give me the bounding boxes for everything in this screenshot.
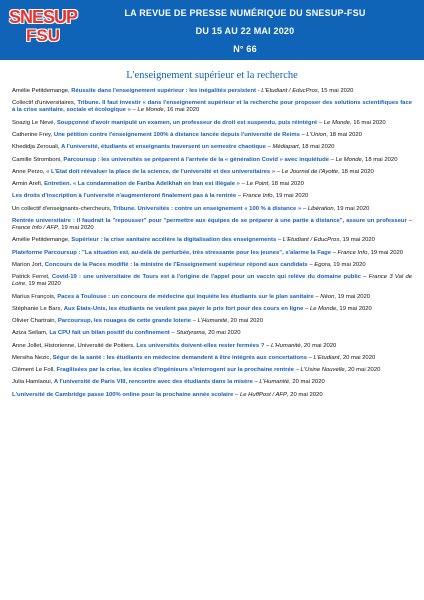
logo-main-text: SNESUP [9,7,78,27]
article-headline-link[interactable]: Ségur de la santé : les étudiants en médecine demandent à être intégrés aux concertations [52,354,307,361]
article-headline-link[interactable]: La CPU fait un bilan positif du confinement [49,330,170,337]
article-source: L'Usine Nouvelle [300,367,345,374]
review-title: LA REVUE DE PRESSE NUMÉRIQUE DU SNESUP-FSU [124,8,366,18]
article-author: Stéphanie Le Bars, [12,305,63,312]
article-item [12,132,412,139]
article-source: Studyrama [176,330,205,337]
article-headline-link[interactable]: Une pétition contre l'enseignement 100% à distance lancée depuis l'université de Reims [53,131,300,138]
article-separator: – [265,144,273,151]
article-source: L'Etudiant / EducPros [261,88,318,94]
article-headline-link[interactable]: A l'université de Paris VIII, rencontre avec des étudiants dans la misère [53,379,253,386]
article-author: Amélie Petitdemange, [12,237,70,244]
article-date: , 20 mai 2020 [286,391,323,398]
article-author: Clément Le Foll, [12,367,55,374]
article-date: , 20 mai 2020 [204,330,241,337]
article-source: L'Humanité [197,318,228,325]
article-headline-link[interactable]: Aux Etats-Unis, les étudiants ne veulent pas payer le prix fort pour des cours en ligne [63,305,304,312]
article-source: Le HuffPost / AFP [239,391,287,398]
article-source: Le Monde [335,156,362,163]
article-separator: – [275,168,282,175]
article-headline-link[interactable]: Plateforme Parcoursup : "La situation est, au-delà de perturbée, très stressante pour les jeunes", s'alarme la Fage [12,249,331,256]
article-headline-link[interactable]: « L'Etat doit réévaluer la place de la science, de l'université et des universitaires » [46,168,276,175]
article-separator: – [330,249,338,256]
article-date: , 19 mai 2020 [57,225,94,231]
article-item [12,355,412,362]
article-author: Julia Hamlaoui, [12,379,53,386]
article-item [12,206,412,213]
article-headline-link[interactable]: Paces à Toulouse : un concours de médecine qui inquiète les étudiants sur le plan sanitaire [57,293,314,300]
article-source: Le Journal de l'Ayotte [281,168,339,175]
article-source: France Info [337,249,368,256]
article-item [12,237,412,244]
article-source: L'Union [306,131,327,138]
article-date: , 19 mai 2020 [272,193,309,200]
article-headline-link[interactable]: Tribune. Universités : contre un enseignement « 100 % à distance » [113,205,302,212]
article-headline-link[interactable]: Concours de la Paces modifié : la ministre de l'Enseignement supérieur répond aux candidats [44,261,308,268]
article-separator: – [329,156,336,163]
article-separator: – [299,131,307,138]
article-date: , 20 mai 2020 [289,379,325,386]
section-title: L'enseignement supérieur et la recherche [126,70,298,81]
article-source: Libération [307,205,334,212]
article-separator: – [294,367,301,374]
banner-text [80,4,410,58]
article-list [12,88,412,404]
article-separator: – [301,205,308,212]
article-author: Marion Jort, [12,261,44,268]
article-date: , 20 mai 2020 [227,318,263,325]
article-author: Marius François, [12,293,56,300]
article-source: France 3 Val de Loire [12,274,412,288]
article-author: Armin Arefi, [12,181,43,188]
article-date: , 18 mai 2020 [268,181,304,188]
article-headline-link[interactable]: L'université de Cambridge passe 100% online pour la prochaine année scolaire [12,391,234,398]
article-date: , 20 mai 2020 [344,367,381,374]
article-author: Anne Perzo, [12,168,45,175]
article-separator: – [233,391,240,398]
article-item [12,306,412,313]
article-headline-link[interactable]: Tribune. Il faut investir « dans l'enseignement supérieur et la recherche pour proposer des solutions scientifiques face à la crise sanitaire, sociale et écologique » [12,100,412,114]
article-separator: – [313,293,321,300]
article-date: , 19 mai 2020 [367,249,404,256]
article-separator: – [252,379,260,386]
article-date: , 15 mai 2020 [317,88,354,94]
article-item [12,262,412,269]
article-item [12,100,412,114]
article-source: Le Monde [137,107,164,114]
article-author: Aziza Sellam, [12,330,48,337]
article-item [12,169,412,176]
article-item [12,88,412,95]
article-source: Le Monde [309,305,337,312]
header-banner [0,0,424,60]
article-separator: – [406,217,412,224]
article-item [12,330,412,337]
article-item [12,181,412,188]
article-author: Amélie Petitdemange, [12,88,70,94]
article-date: , 19 mai 2020 [336,305,372,312]
article-date: , 18 mai 2020 [326,131,362,138]
article-separator: – [303,305,310,312]
article-source: Médiapart [272,144,299,151]
article-headline-link[interactable]: Les universités doivent-elles rester fermées ? [136,342,265,349]
article-separator: – [264,342,271,349]
article-date: , 19 mai 2020 [25,281,61,288]
article-item [12,120,412,127]
article-item [12,157,412,164]
article-headline-link[interactable]: Fragilisées par la crise, les écoles d'ingénieurs s'interrogent sur la prochaine rentrée [56,367,295,374]
article-item [12,392,412,399]
article-headline-link[interactable]: Les droits d'inscription à l'université n'augmenteront finalement pas à la rentrée [12,193,237,200]
article-author: Catherine Frey, [12,131,53,138]
review-issue-number: N° 66 [233,44,257,54]
article-separator: – [317,119,324,126]
article-date: , 19 mai 2020 [334,293,371,300]
article-separator: - [256,88,262,94]
article-separator: – [360,274,369,281]
article-author: Camille Stromboni, [12,156,62,163]
article-author: Olivier Chartrain, [12,318,57,325]
article-headline-link[interactable]: A l'université, étudiants et enseignants traversent un semestre chaotique [61,144,266,151]
article-headline-link[interactable]: Rentrée universitaire : il faudrait la "repousser" pour "permettre aux équipes de se préparer à une partie à distance", assure un professeur [12,217,407,224]
article-source: L'Humanité [271,342,301,349]
article-headline-link[interactable]: Covid-19 : une universitaire de Tours est à l'origine de l'appel pour un vaccin qui relève du domaine public [51,274,361,281]
article-date: , 18 mai 2020 [361,156,398,163]
article-source: Néon [320,293,335,300]
article-headline-link[interactable]: Réussite dans l'enseignement supérieur : les inégalités persistent [71,88,257,94]
article-source: Le Point [246,181,269,188]
article-item [12,367,412,374]
article-headline-link[interactable]: Parcoursup : les universités se préparent à l'arrivée de la « génération Covid » avec inquiétude [63,156,330,163]
article-author: Anne Jollet, Historienne, Université de Poitiers. [12,342,135,349]
article-item [12,218,412,232]
article-date: , 18 mai 2020 [338,168,374,175]
article-date: , 19 mai 2020 [330,261,366,268]
article-item [12,274,412,288]
review-dates: DU 15 AU 22 MAI 2020 [195,26,295,36]
article-date: , 20 mai 2020 [300,342,337,349]
article-headline-link[interactable]: Supérieur : la crise sanitaire accélère la digitalisation des enseignements [71,237,277,244]
article-source: L'Humanité [259,379,290,386]
article-separator: – [306,354,314,361]
article-author: Mersiha Nezic, [12,354,51,361]
article-separator: – [169,330,177,337]
article-item [12,379,412,386]
article-separator: – [239,181,247,188]
article-source: France Info [242,193,273,200]
article-author: Collectif d'universitaires, [12,100,76,107]
article-separator: – [191,318,198,325]
article-date: , 16 mai 2020 [163,107,200,114]
article-item [12,144,412,151]
article-item [12,318,412,325]
article-date: , 19 mai 2020 [333,205,370,212]
article-item [12,343,412,350]
article-separator: – [130,107,138,114]
article-separator: – [307,261,315,268]
article-author: Un collectif d'enseignants-chercheurs, [12,205,112,212]
article-date: , 20 mai 2020 [339,354,376,361]
article-source: France Info / AFP [12,225,58,231]
article-headline-link[interactable]: Entretien. « La condamnation de Fariba Adelkhah en Iran est illégale » [44,181,240,188]
article-separator: – [276,237,283,244]
logo-sub-text: FSU [26,26,60,45]
article-item [12,250,412,257]
article-author: Patrick Ferret, [12,274,50,281]
article-author: Soazig Le Nevé, [12,119,56,126]
article-date: , 19 mai 2020 [339,237,375,244]
article-date: , 16 mai 2020 [349,119,386,126]
article-item [12,193,412,200]
article-date: , 18 mai 2020 [298,144,335,151]
article-source: L'Etudiant / EducPros [282,237,340,244]
article-source: Egora [314,261,330,268]
article-source: Le Monde [323,119,350,126]
snesup-fsu-logo [9,6,78,54]
article-headline-link[interactable]: Parcoursup, les rouages de cette grande loterie [57,318,192,325]
article-separator: – [236,193,243,200]
article-headline-link[interactable]: Soupçonné d'avoir manipulé un examen, un professeur de droit est suspendu, puis réintégré [56,119,318,126]
article-source: L'Etudiant [313,354,340,361]
article-item [12,294,412,301]
article-author: Khedidja Zerouali, [12,144,60,151]
